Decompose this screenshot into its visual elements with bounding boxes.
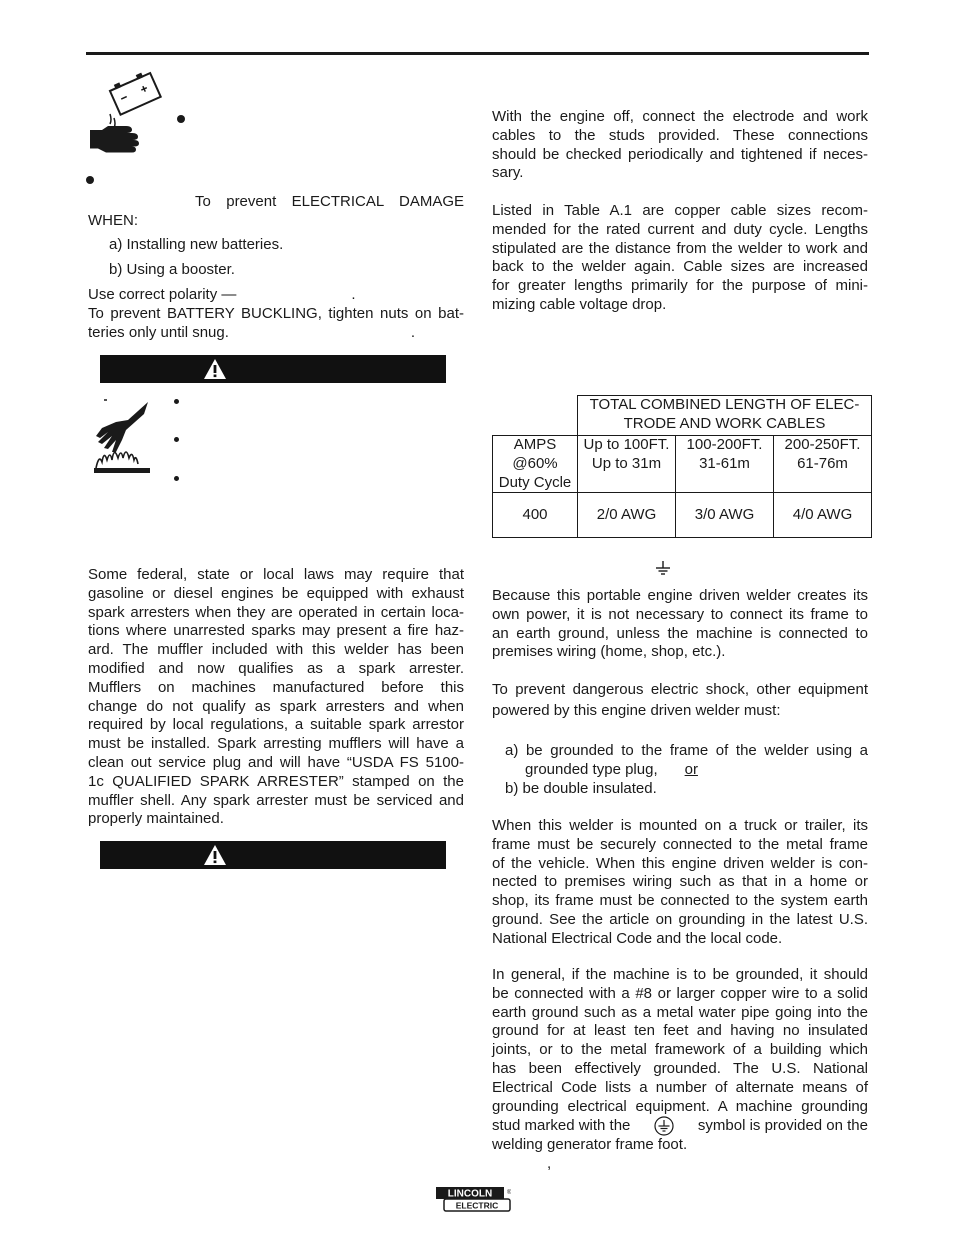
bullet xyxy=(86,176,94,184)
text-line: Electrical Code lists a number of alternate means of xyxy=(492,1078,868,1096)
text-line: shop, its frame must be connected to the system earth xyxy=(492,892,868,910)
text-line: Some federal, state or local laws may require that xyxy=(88,566,464,583)
text-line: has been effectively grounded. The U.S. National xyxy=(492,1059,868,1077)
cable-connection-paragraph xyxy=(492,108,868,183)
text-line: ard. The muffler included with this welder has been xyxy=(88,641,464,659)
length-column-header: 200-250FT. 61-76m xyxy=(774,436,872,493)
text-line: welding generator frame foot. xyxy=(492,1136,688,1154)
when-label: WHEN: xyxy=(88,211,138,229)
text-line: of the vehicle. When this engine driven welder is con- xyxy=(492,854,868,872)
text-line: clean out service plug and will have “USDA FS 5100- xyxy=(88,753,464,771)
text-line: National Electrical Code and the local code. xyxy=(492,929,783,947)
header-rule xyxy=(86,52,869,55)
buckling-line2: teries only until snug. xyxy=(88,323,229,341)
text-line: be connected with a #8 or larger copper wire to a solid xyxy=(492,984,868,1002)
text-line: mizing cable voltage drop. xyxy=(492,295,667,313)
text-line: gasoline or diesel engines be equipped with exhaust xyxy=(88,584,464,602)
polarity-line xyxy=(88,286,356,305)
bullet xyxy=(174,476,179,481)
text-line: joints, or to the metal framework of a building which xyxy=(492,1041,868,1059)
amps-value-cell: 400 xyxy=(493,493,578,538)
battery-item-b: b) Using a booster. xyxy=(109,261,235,278)
text-line: When this welder is mounted on a truck or trailer, its xyxy=(492,817,868,834)
or-emphasis: or xyxy=(684,760,698,778)
bullet xyxy=(174,437,179,442)
grounding-paragraph-4 xyxy=(492,966,868,1174)
text-line: change do not qualify as spark arresters and when xyxy=(88,697,464,715)
text-line: back to the welder again. Cable sizes are increased xyxy=(492,258,868,276)
text-line: ground. See the article on grounding in the latest U.S. xyxy=(492,910,868,928)
stray-comma: , xyxy=(547,1155,552,1173)
hot-parts-burn-icon xyxy=(90,398,156,474)
text-line: ground for at least ten feet and having no insulated xyxy=(492,1022,868,1040)
text-line: spark arresters when they are operated in certain loca- xyxy=(88,603,464,621)
text-fragment: stud marked with the xyxy=(492,1116,631,1134)
length-column-header: Up to 100FT. Up to 31m xyxy=(578,436,676,493)
table-header-span: TOTAL COMBINED LENGTH OF ELEC- TRODE AND WORK CABLES xyxy=(578,396,872,436)
buckling-end: . xyxy=(410,323,416,341)
text-line: an earth ground, unless the machine is connected to xyxy=(492,624,868,642)
text-line: mended for the rated current and duty cycle. Lengths xyxy=(492,220,868,238)
text-line: nected to premises wiring such as that in a home or xyxy=(492,873,868,891)
damage-intro: To prevent ELECTRICAL DAMAGE xyxy=(195,193,464,210)
ground-symbol-icon xyxy=(654,1116,674,1136)
cable-size-table xyxy=(492,395,872,538)
warning-bar xyxy=(100,355,446,383)
grounding-paragraph-1 xyxy=(492,587,868,662)
text-line: for greater lengths primarily for the purpose of mini- xyxy=(492,277,868,295)
battery-acid-icon xyxy=(88,68,170,158)
buckling-line1: To prevent BATTERY BUCKLING, tighten nuts on bat- xyxy=(88,305,464,322)
text-line: tions where unarrested sparks may present a fire haz- xyxy=(88,622,464,640)
ground-symbol-icon xyxy=(655,560,671,577)
text-line: should be checked periodically and tightened if neces- xyxy=(492,145,868,163)
amps-header-cell: AMPS @60% Duty Cycle xyxy=(493,436,578,493)
battery-item-a: a) Installing new batteries. xyxy=(109,236,284,253)
grounding-requirements-list: a) be grounded to the frame of the welder using a grounded type plug, or b) be double insulated. xyxy=(505,742,868,797)
text-line: required by local regulations, a suitable spark arrestor xyxy=(88,716,464,734)
text-line: must be installed. Spark arresting mufflers will have a xyxy=(88,735,464,753)
text-fragment: symbol is provided on the xyxy=(697,1116,868,1134)
text-line: Listed in Table A.1 are copper cable sizes recom- xyxy=(492,202,868,219)
text-line: frame must be securely connected to the metal frame xyxy=(492,835,868,853)
text-line: Mufflers on machines manufactured before this xyxy=(88,678,464,696)
requirement-a: a) be grounded to the frame of the welder using a xyxy=(505,742,868,759)
battery-damage-text xyxy=(88,193,464,231)
buckling-text xyxy=(88,305,464,343)
text-line: modified and now qualifies as a spark arrester. xyxy=(88,659,464,677)
text-line: muffler shell. Any spark arrester must be serviced and xyxy=(88,791,464,809)
spark-arrester-paragraph xyxy=(88,566,464,829)
cable-size-paragraph xyxy=(492,202,868,315)
cable-size-cell: 4/0 AWG xyxy=(774,493,872,538)
text-line: 1c QUALIFIED SPARK ARRESTER” stamped on the xyxy=(88,772,464,790)
bullet xyxy=(177,115,185,123)
grounding-paragraph-2: To prevent dangerous electric shock, other equipment powered by this engine driven welder must: xyxy=(492,681,868,719)
cable-size-cell: 3/0 AWG xyxy=(676,493,774,538)
text-line: properly maintained. xyxy=(88,810,224,828)
svg-text:ELECTRIC: ELECTRIC xyxy=(455,1200,499,1211)
length-column-header: 100-200FT. 31-61m xyxy=(676,436,774,493)
text-line: Because this portable engine driven welder creates its xyxy=(492,587,868,604)
text-line: cables to the studs provided. These connections xyxy=(492,126,868,144)
text-line: stipulated are the distance from the welder to work and xyxy=(492,239,868,257)
text-line: With the engine off, connect the electrode and work xyxy=(492,108,868,125)
cable-size-cell: 2/0 AWG xyxy=(578,493,676,538)
grounding-paragraph-3 xyxy=(492,817,868,949)
text-line: premises wiring (home, shop, etc.). xyxy=(492,643,726,661)
svg-text:LINCOLN: LINCOLN xyxy=(447,1188,493,1200)
bullet xyxy=(174,399,179,404)
polarity-text: Use correct polarity — xyxy=(88,286,237,303)
text-line: earth ground such as a metal water pipe going into the xyxy=(492,1003,868,1021)
warning-triangle-icon xyxy=(203,844,227,866)
text-line: sary. xyxy=(492,164,524,182)
text-line: grounding electrical equipment. A machine grounding xyxy=(492,1097,868,1115)
text-line: In general, if the machine is to be grounded, it should xyxy=(492,966,868,983)
warning-triangle-icon xyxy=(203,358,227,380)
warning-bar xyxy=(100,841,446,869)
svg-text:®: ® xyxy=(507,1190,511,1196)
polarity-end: . xyxy=(351,286,356,303)
stud-line xyxy=(492,1116,868,1136)
lincoln-electric-logo xyxy=(435,1186,511,1212)
requirement-b: b) be double insulated. xyxy=(505,779,657,797)
text-line: own power, it is not necessary to connect its frame to xyxy=(492,605,868,623)
